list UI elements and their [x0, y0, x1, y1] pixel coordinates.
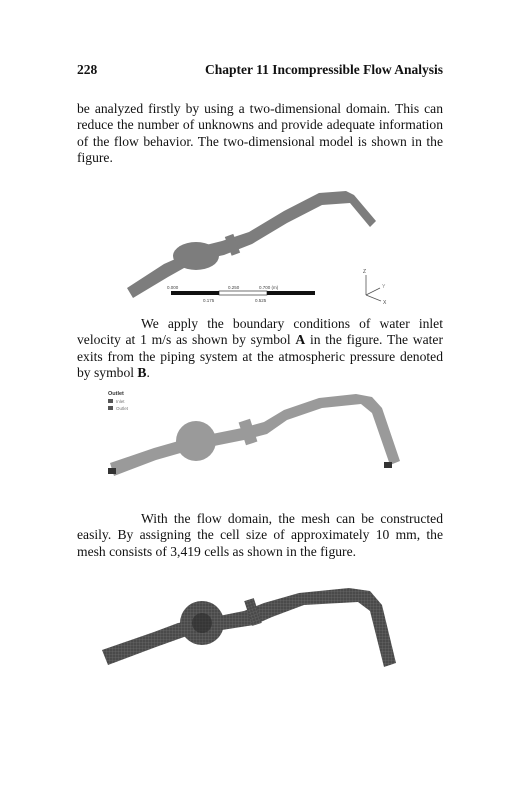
- scale-bar: [167, 285, 315, 303]
- running-header: [77, 62, 443, 80]
- boundary-text-1: We apply the boundary conditions of water inlet velocity at 1 m/s as shown by symbol: [77, 316, 443, 348]
- mesh-domain-shape: [102, 588, 396, 667]
- boundary-text-3: .: [146, 365, 150, 381]
- outlet-marker: [384, 462, 392, 468]
- axis-label-x: X: [383, 300, 387, 306]
- chapter-title: Chapter 11 Incompressible Flow Analysis: [204, 62, 443, 77]
- pipe-domain-shape: [127, 191, 376, 298]
- legend: [108, 391, 129, 411]
- scale-label-700: 0.700 (m): [259, 285, 279, 290]
- figure-2d-domain: [124, 185, 399, 310]
- scale-label-525: 0.525: [255, 298, 267, 303]
- scale-label-0: 0.000: [167, 285, 179, 290]
- paragraph-mesh: With the flow domain, the mesh can be constructed easily. By assigning the cell size of approximately 10 mm, the mesh consists of 3,419 cells as shown in the figure.: [77, 511, 443, 559]
- paragraph-intro: be analyzed firstly by using a two-dimensional domain. This can reduce the number of unknowns and provide adequate information of the flow behavior. The two-dimensional model is shown in the figure.: [77, 101, 443, 166]
- scale-label-250: 0.250: [228, 285, 240, 290]
- symbol-a: A: [295, 332, 306, 348]
- page-number: 228: [77, 62, 98, 77]
- axis-label-y: Y: [382, 284, 386, 290]
- boundary-text-2: in the figure. The water exits from the piping system at the atmospheric pressure denoted by symbol: [77, 332, 443, 381]
- mesh-refinement-zone: [192, 613, 212, 633]
- legend-item-outlet: Outlet: [116, 406, 129, 411]
- axis-label-z: Z: [363, 269, 367, 275]
- paragraph-boundary-conditions: [77, 316, 443, 382]
- inlet-marker: [108, 468, 116, 474]
- symbol-b: B: [137, 365, 147, 381]
- flow-domain-shape: [110, 394, 400, 476]
- legend-title: Outlet: [108, 391, 124, 397]
- figure-mesh: [94, 585, 420, 680]
- coordinate-axes: [363, 269, 387, 306]
- legend-item-inlet: Inlet: [116, 399, 125, 404]
- scale-label-175: 0.175: [203, 298, 215, 303]
- figure-boundary-conditions: [104, 388, 414, 483]
